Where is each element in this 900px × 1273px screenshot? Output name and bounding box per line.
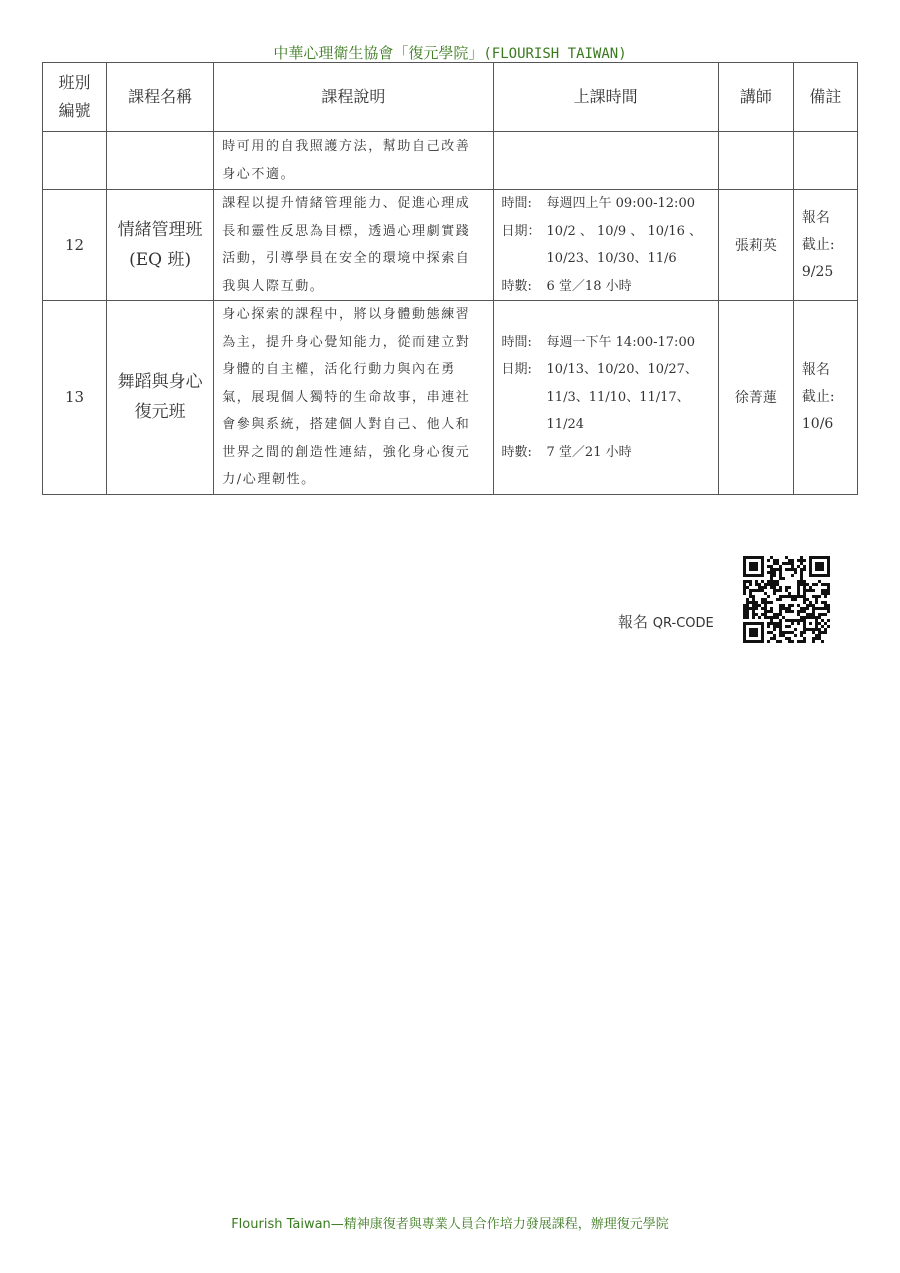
course-name-line1: 舞蹈與身心 <box>117 372 203 393</box>
time-value: 每週四上午 09:00-12:00 <box>546 196 695 211</box>
hours-value: 7 堂／21 小時 <box>546 444 632 460</box>
course-name <box>107 190 214 301</box>
class-id: 12 <box>43 190 107 301</box>
header-teacher: 講師 <box>718 63 793 132</box>
note-line3: 9/25 <box>801 263 834 280</box>
table-row-continuation <box>43 132 858 190</box>
header-course-name: 課程名稱 <box>107 63 214 132</box>
note-line1: 報名 <box>801 209 830 226</box>
date-line <box>502 218 710 246</box>
note <box>793 301 857 495</box>
note-line3: 10/6 <box>801 415 834 432</box>
header-class-time: 上課時間 <box>493 63 718 132</box>
registration-qr-code[interactable] <box>743 556 830 643</box>
cell-empty <box>718 132 793 190</box>
date-value-3: 11/24 <box>546 417 584 432</box>
header-class-id <box>43 63 107 132</box>
hours-label: 時數: <box>501 278 532 294</box>
hours-line <box>502 273 710 301</box>
header-title-cn: 中華心理衛生協會「復元學院」 <box>273 44 484 62</box>
teacher-name: 張莉英 <box>718 190 793 301</box>
header-title-en: (FLOURISH TAIWAN) <box>483 46 627 62</box>
note-line1: 報名 <box>801 361 830 378</box>
header-class-id-line2: 編號 <box>58 101 91 120</box>
class-time <box>493 190 718 301</box>
hours-label: 時數: <box>501 444 532 460</box>
course-desc: 身心探索的課程中，將以身體動態練習為主，提升身心覺知能力，從而建立對身體的自主權，活化行動力與內在勇氣，展現個人獨特的生命故事，串連社會參與系統，搭建個人對自己、他人和世界之間的創造性連結，強化身心復元力/心理韌性。 <box>214 301 493 495</box>
date-label: 日期: <box>501 362 532 377</box>
cell-empty <box>107 132 214 190</box>
page-footer: Flourish Taiwan—精神康復者與專業人員合作培力發展課程，辦理復元學院 <box>231 1217 669 1232</box>
qr-code-label <box>618 611 714 632</box>
qr-label-en: QR-CODE <box>652 616 714 631</box>
course-table <box>42 62 858 495</box>
header-note: 備註 <box>793 63 857 132</box>
date-value-2: 11/3、11/10、11/17、 <box>546 389 690 405</box>
course-desc: 課程以提升情緒管理能力、促進心理成長和靈性反思為目標，透過心理劇實踐活動，引導學員在安全的環境中探索自我與人際互動。 <box>214 190 493 301</box>
course-name <box>107 301 214 495</box>
header-course-desc: 課程說明 <box>214 63 493 132</box>
time-line <box>502 329 710 357</box>
course-name-line1: 情緒管理班 <box>117 220 203 240</box>
date-line <box>502 356 710 384</box>
course-name-line2: 復元班 <box>134 402 186 423</box>
time-line <box>502 190 710 218</box>
hours-line <box>502 439 710 467</box>
date-label: 日期： <box>501 223 541 239</box>
class-time <box>493 301 718 495</box>
cell-empty <box>43 132 107 190</box>
table-row <box>43 301 858 495</box>
date-value-1: 10/13、10/20、10/27、 <box>546 362 698 377</box>
note-line2: 截止: <box>801 236 835 253</box>
table-header-row <box>43 63 858 132</box>
note-line2: 截止: <box>801 388 835 405</box>
cell-empty <box>793 132 857 190</box>
time-label: 時間: <box>501 196 532 211</box>
time-value: 每週一下午 14:00-17:00 <box>546 334 695 350</box>
course-name-line2: (EQ 班) <box>129 250 192 270</box>
time-label: 時間: <box>501 334 532 350</box>
date-value-2: 10/23、10/30、11/6 <box>546 251 677 266</box>
page-header <box>0 42 900 63</box>
table-row <box>43 190 858 301</box>
teacher-name: 徐菁蓮 <box>718 301 793 495</box>
cell-empty <box>493 132 718 190</box>
header-class-id-line1: 班別 <box>58 73 91 92</box>
note <box>793 190 857 301</box>
qr-label-cn: 報名 <box>618 613 649 631</box>
course-desc-continued: 時可用的自我照護方法，幫助自己改善身心不適。 <box>214 132 493 190</box>
hours-value: 6 堂／18 小時 <box>546 278 632 294</box>
class-id: 13 <box>43 301 107 495</box>
date-value-1: 10/2 、 10/9 、 10/16 、 <box>546 223 703 239</box>
